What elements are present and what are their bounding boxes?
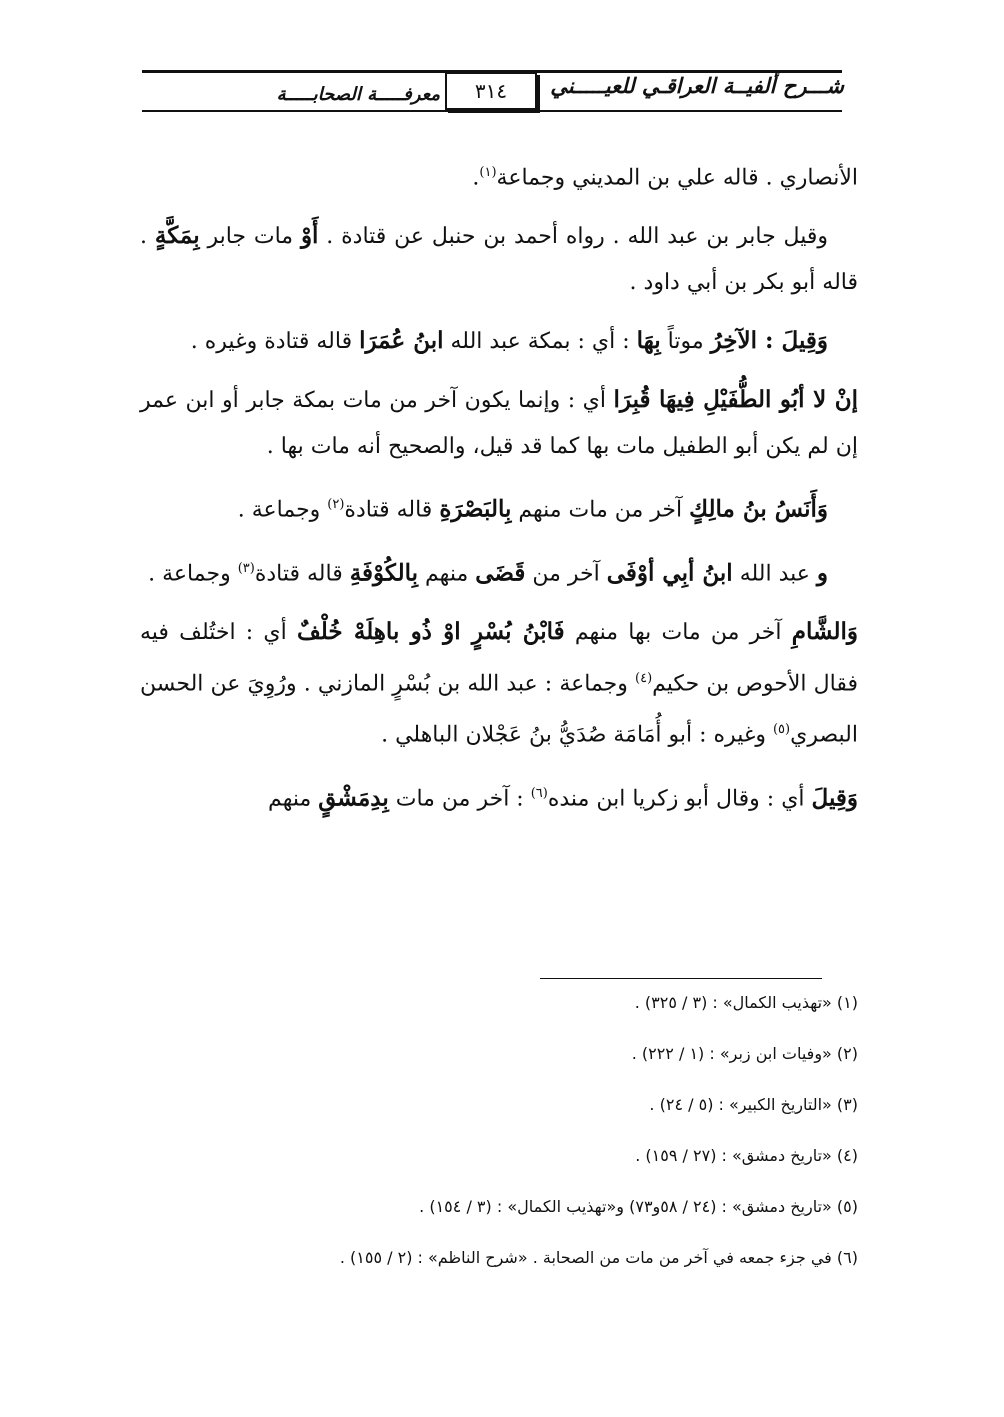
footnote: (٥) «تاريخ دمشق» : (٢٤ / ٥٨و٧٣) و«تهذيب الكمال» : (٣ / ١٥٤) . <box>419 1197 858 1216</box>
paragraph-5 <box>140 482 858 533</box>
text: وقيل جابر بن عبد الله . رواه أحمد بن حنبل عن قتادة . <box>318 224 828 250</box>
text: قاله قتادة <box>344 497 440 523</box>
verse-keyword: وَقِيلَ <box>811 783 858 811</box>
footnote: (٢) «وفيات ابن زبر» : (١ / ٢٢٢) . <box>631 1044 858 1063</box>
verse-keyword: قَضَى <box>475 558 526 586</box>
text: وجماعة . <box>237 497 328 523</box>
verse-keyword: فَابْنُ بُسْرٍ اوْ ذُو باهِلَهْ خُلْفٌ <box>296 617 565 645</box>
verse-keyword: بِالبَصْرَةِ <box>439 495 512 523</box>
paragraph-4 <box>140 377 858 470</box>
footnote-ref: (٣) <box>237 560 255 576</box>
footnote-ref: (٥) <box>772 722 791 738</box>
text: وجماعة . <box>148 560 238 586</box>
verse-keyword: ابنُ عُمَرَا <box>359 327 444 355</box>
text: أي : اختُلف فيه فقال الأحوص بن حكيم <box>140 619 858 697</box>
footnote-ref: (٤) <box>635 670 653 686</box>
text: أي : وإنما يكون آخر من مات بمكة جابر أو ابن عمر إن لم يكن أبو الطفيل مات بها كما قد قيل، والصحيح أنه مات بها . <box>140 388 858 460</box>
text: قاله قتادة <box>254 560 350 586</box>
footnote-ref: (٢) <box>327 497 345 513</box>
page-number: ٣١٤ <box>474 79 508 103</box>
verse-keyword: بِهَا <box>636 327 661 355</box>
footnotes <box>200 990 858 1296</box>
footnote: (٦) في جزء جمعه في آخر من مات من الصحابة . «شرح الناظم» : (٢ / ١٥٥) . <box>339 1248 858 1267</box>
text: . <box>472 165 480 191</box>
text: آخر من <box>525 560 607 586</box>
text: آخر من مات بها منهم <box>564 619 792 645</box>
book-title: شـــرح ألفيــة العراقـي للعيـــــني <box>550 74 844 98</box>
text: قاله قتادة وغيره . <box>190 329 360 355</box>
paragraph-7 <box>140 609 858 759</box>
paragraph-2 <box>140 213 858 306</box>
paragraph-6 <box>140 546 858 597</box>
text: عبد الله <box>732 560 817 586</box>
paragraph-1 <box>140 150 858 201</box>
text: : أي : بمكة عبد الله <box>443 329 637 355</box>
footnote-ref: (١) <box>479 165 497 180</box>
verse-keyword: وَأَنَسُ بنُ مالِكٍ <box>689 495 828 523</box>
text: وجماعة : عبد الله بن بُسْرٍ المازني . ورُوِيَ عن الحسن البصري <box>140 671 858 748</box>
footnote-ref: (٦) <box>530 785 548 801</box>
text: . قاله أبو بكر بن أبي داود . <box>140 224 858 296</box>
paragraph-3 <box>140 318 858 365</box>
footnote: (٣) «التاريخ الكبير» : (٥ / ٢٤) . <box>649 1095 858 1114</box>
footnote: (١) «تهذيب الكمال» : (٣ / ٣٢٥) . <box>634 993 858 1012</box>
text: مات جابر <box>199 224 301 250</box>
text: منهم <box>418 560 476 586</box>
verse-keyword: أَوْ <box>300 222 319 250</box>
paragraph-8 <box>140 771 858 822</box>
text: موتاً <box>660 329 711 355</box>
page-number-box <box>445 72 537 110</box>
verse-keyword: بِمَكَّةٍ <box>154 222 200 250</box>
verse-keyword: إنْ لا أبُو الطُّفَيْلِ فِيهَا قُبِرَا <box>613 386 858 414</box>
footnote: (٤) «تاريخ دمشق» : (٢٧ / ١٥٩) . <box>635 1146 858 1165</box>
text: : آخر من مات <box>388 785 531 811</box>
footnote-separator <box>540 978 822 979</box>
verse-keyword: بِدِمَشْقٍ <box>318 783 389 811</box>
verse-keyword: و <box>816 558 828 586</box>
header-bottom-rule <box>142 110 842 112</box>
section-title: معرفـــــة الصحابـــــة <box>276 84 440 105</box>
verse-keyword: ابنُ أبِي أوْفَى <box>606 558 733 586</box>
text: وغيره : أبو أُمَامَة صُدَيُّ بنُ عَجْلان الباهلي . <box>381 722 773 748</box>
main-text <box>140 150 858 834</box>
text: آخر من مات منهم <box>511 497 690 523</box>
verse-keyword: وَالشَّامِ <box>791 617 859 645</box>
verse-keyword: بِالكُوْفَةِ <box>349 558 419 586</box>
verse-keyword: وَقِيلَ : الآخِرُ <box>710 327 828 355</box>
text: أي : وقال أبو زكريا ابن منده <box>547 785 812 811</box>
text: الأنصاري . قاله علي بن المديني وجماعة <box>496 165 858 191</box>
text: منهم <box>268 785 319 811</box>
